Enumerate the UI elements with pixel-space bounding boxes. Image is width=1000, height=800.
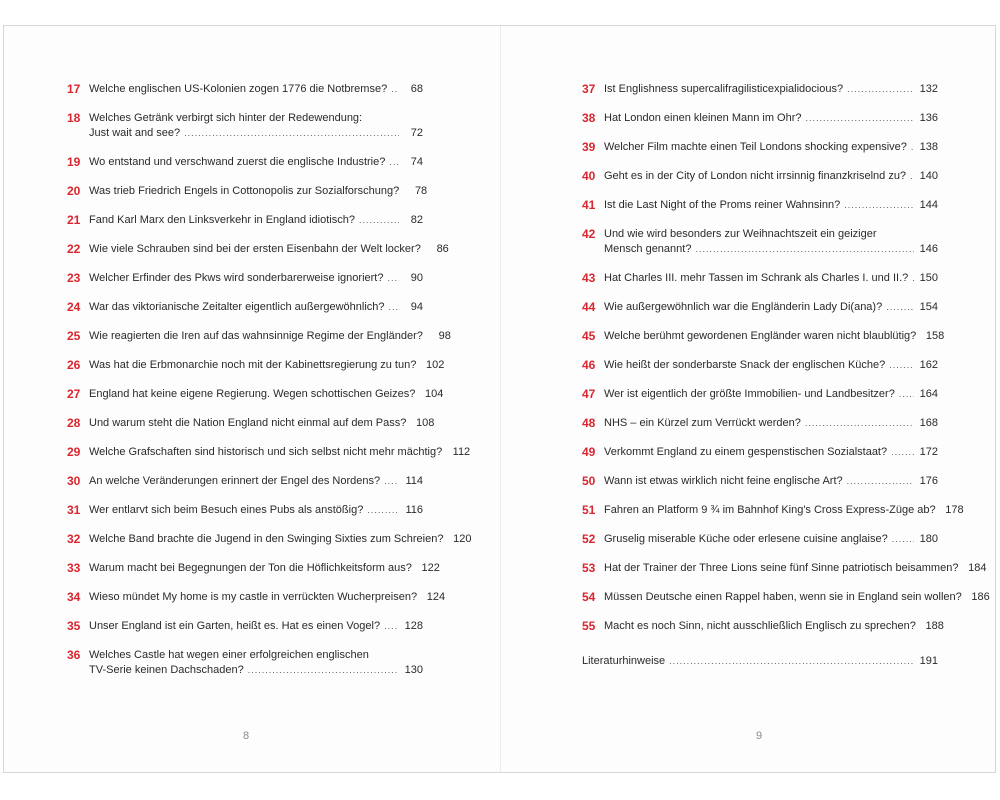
dot-leader [847, 82, 914, 97]
toc-entry[interactable] [67, 358, 445, 373]
toc-entry[interactable] [582, 387, 938, 402]
chapter-title-line: Welcher Erfinder des Pkws wird sonderbarerweise ignoriert? [89, 272, 384, 284]
left-page [67, 26, 472, 772]
chapter-title-line: Unser England ist ein Garten, heißt es. Hat es einen Vogel? [89, 620, 381, 632]
page-reference: 136 [919, 112, 938, 124]
dot-leader [248, 663, 399, 678]
chapter-title-line: Welche Grafschaften sind historisch und sich selbst nicht mehr mächtig? [89, 446, 443, 458]
chapter-title-line: Welche berühmt gewordenen Engländer waren nicht blaublütig? [604, 330, 917, 342]
chapter-number: 46 [582, 358, 596, 372]
page-reference: 102 [425, 359, 445, 371]
dot-leader [805, 416, 914, 431]
chapter-title-line: Müssen Deutsche einen Rappel haben, wenn sie in England sein wollen? [604, 591, 962, 603]
toc-entry[interactable] [67, 561, 440, 576]
right-page [582, 26, 990, 772]
chapter-title-line: Welche englischen US-Kolonien zogen 1776 die Notbremse? [89, 83, 388, 95]
toc-entry[interactable] [582, 140, 938, 155]
toc-entry[interactable] [582, 111, 938, 126]
chapter-title-line: England hat keine eigene Regierung. Wegen schottischen Geizes? [89, 388, 416, 400]
toc-entry[interactable] [67, 474, 423, 489]
dot-leader [359, 213, 399, 228]
chapter-number: 20 [67, 184, 81, 198]
chapter-title-line: Gruselig miserable Küche oder erlesene cuisine anglaise? [604, 533, 888, 545]
page-reference: 128 [404, 620, 423, 632]
chapter-title-line: Wer entlarvt sich beim Besuch eines Pubs als anstößig? [89, 504, 364, 516]
toc-entry[interactable] [67, 532, 472, 547]
chapter-title-line: Welches Castle hat wegen einer erfolgreichen englischen [89, 649, 369, 661]
toc-entry-literature[interactable] [582, 654, 938, 669]
page-reference: 90 [410, 272, 423, 284]
toc-entry[interactable] [582, 169, 938, 184]
chapter-number: 50 [582, 474, 596, 488]
dot-leader [384, 474, 399, 489]
toc-entry[interactable] [67, 242, 449, 257]
toc-entry[interactable] [67, 213, 423, 228]
dot-leader [910, 169, 914, 184]
toc-entry[interactable] [582, 329, 945, 344]
chapter-number: 24 [67, 300, 81, 314]
literature-label: Literaturhinweise [582, 655, 666, 667]
chapter-number: 37 [582, 82, 596, 96]
page-reference: 104 [425, 388, 444, 400]
page-reference: 172 [919, 446, 938, 458]
toc-entry[interactable] [67, 300, 423, 315]
page-reference: 191 [919, 655, 938, 667]
chapter-title-line: Wie reagierten die Iren auf das wahnsinnige Regime der Engländer? [89, 330, 423, 342]
page-reference: 188 [925, 620, 944, 632]
page-reference: 186 [971, 591, 990, 603]
chapter-number: 38 [582, 111, 596, 125]
page-reference: 68 [410, 83, 423, 95]
dot-leader [892, 532, 914, 547]
chapter-number: 35 [67, 619, 81, 633]
chapter-title-line: Wie außergewöhnlich war die Engländerin Lady Di(ana)? [604, 301, 883, 313]
page-reference: 158 [925, 330, 945, 342]
page-reference: 82 [410, 214, 423, 226]
page-reference: 124 [426, 591, 446, 603]
chapter-title-line: An welche Veränderungen erinnert der Engel des Nordens? [89, 475, 381, 487]
dot-leader [184, 126, 399, 141]
chapter-title-line: Mensch genannt? [604, 243, 692, 255]
chapter-number: 53 [582, 561, 596, 575]
chapter-title-line: Was hat die Erbmonarchie noch mit der Kabinettsregierung zu tun? [89, 359, 417, 371]
chapter-title-line: Geht es in der City of London nicht irrsinnig finanzkriselnd zu? [604, 170, 907, 182]
chapter-number: 49 [582, 445, 596, 459]
dot-leader [911, 140, 914, 155]
page-reference: 94 [410, 301, 423, 313]
toc-entry[interactable] [582, 358, 938, 373]
chapter-number: 33 [67, 561, 81, 575]
dot-leader [389, 155, 399, 170]
chapter-title-line: Verkommt England zu einem gespenstischen Sozialstaat? [604, 446, 888, 458]
dot-leader [844, 198, 914, 213]
page-reference: 72 [410, 127, 423, 139]
toc-entry[interactable] [67, 590, 446, 605]
chapter-number: 43 [582, 271, 596, 285]
toc-entry[interactable] [582, 227, 938, 257]
dot-leader [669, 654, 914, 669]
toc-entry[interactable] [67, 111, 423, 141]
toc-entry[interactable] [582, 503, 964, 518]
toc-entry[interactable] [67, 387, 444, 402]
toc-entry[interactable] [582, 416, 938, 431]
chapter-title-line: Just wait and see? [89, 127, 181, 139]
toc-entry[interactable] [582, 300, 938, 315]
toc-entry[interactable] [582, 619, 944, 634]
dot-leader [886, 300, 914, 315]
chapter-number: 40 [582, 169, 596, 183]
dot-leader [387, 271, 399, 286]
chapter-title-line: Wieso mündet My home is my castle in verrückten Wucherpreisen? [89, 591, 418, 603]
chapter-number: 31 [67, 503, 81, 517]
chapter-number: 17 [67, 82, 81, 96]
toc-entry[interactable] [67, 82, 423, 97]
chapter-title-line: Und wie wird besonders zur Weihnachtszeit ein geiziger [604, 228, 877, 240]
page-reference: 130 [404, 664, 423, 676]
chapter-title-line: NHS – ein Kürzel zum Verrückt werden? [604, 417, 801, 429]
chapter-title-line: Wie viele Schrauben sind bei der ersten Eisenbahn der Welt locker? [89, 243, 421, 255]
toc-entry[interactable] [67, 184, 428, 199]
dot-leader [384, 619, 399, 634]
page-number-left: 8 [243, 730, 250, 742]
page-reference: 122 [421, 562, 440, 574]
page-reference: 184 [968, 562, 987, 574]
page-reference: 98 [438, 330, 451, 342]
toc-entry[interactable] [67, 619, 423, 634]
chapter-number: 52 [582, 532, 596, 546]
toc-entry[interactable] [582, 198, 938, 213]
chapter-number: 55 [582, 619, 596, 633]
chapter-title-line: Macht es noch Sinn, nicht ausschließlich Englisch zu sprechen? [604, 620, 916, 632]
chapter-number: 19 [67, 155, 81, 169]
page-reference: 74 [410, 156, 423, 168]
chapter-title-line: Hat der Trainer der Three Lions seine fünf Sinne patriotisch beisammen? [604, 562, 959, 574]
page-reference: 116 [405, 504, 423, 516]
toc-entry[interactable] [582, 532, 938, 547]
chapter-number: 41 [582, 198, 596, 212]
chapter-number: 23 [67, 271, 81, 285]
chapter-number: 21 [67, 213, 81, 227]
book-spread [3, 25, 996, 773]
chapter-title-line: War das viktorianische Zeitalter eigentlich außergewöhnlich? [89, 301, 385, 313]
chapter-number: 36 [67, 648, 81, 662]
chapter-title-line: Ist Englishness supercalifragilisticexpialidocious? [604, 83, 844, 95]
chapter-number: 48 [582, 416, 596, 430]
chapter-number: 45 [582, 329, 596, 343]
page-reference: 178 [945, 504, 964, 516]
dot-leader [891, 445, 914, 460]
page-reference: 120 [453, 533, 472, 545]
page-reference: 146 [919, 243, 938, 255]
chapter-title-line: Wer ist eigentlich der größte Immobilien- und Landbesitzer? [604, 388, 895, 400]
chapter-number: 54 [582, 590, 596, 604]
chapter-number: 39 [582, 140, 596, 154]
page-reference: 162 [919, 359, 938, 371]
chapter-number: 26 [67, 358, 81, 372]
chapter-title-line: Und warum steht die Nation England nicht einmal auf dem Pass? [89, 417, 407, 429]
chapter-title-line: Warum macht bei Begegnungen der Ton die Höflichkeitsform aus? [89, 562, 412, 574]
chapter-number: 34 [67, 590, 81, 604]
dot-leader [889, 358, 914, 373]
page-reference: 168 [919, 417, 938, 429]
chapter-number: 42 [582, 227, 596, 241]
toc-entry[interactable] [67, 445, 471, 460]
dot-leader [695, 242, 914, 257]
page-reference: 78 [414, 185, 428, 197]
chapter-title-line: Wie heißt der sonderbarste Snack der englischen Küche? [604, 359, 886, 371]
chapter-number: 29 [67, 445, 81, 459]
page-reference: 180 [919, 533, 938, 545]
page-number-right: 9 [756, 730, 763, 742]
toc-entry[interactable] [582, 590, 990, 605]
page-reference: 86 [436, 243, 449, 255]
chapter-number: 30 [67, 474, 81, 488]
toc-entry[interactable] [582, 271, 938, 286]
page-reference: 138 [919, 141, 938, 153]
chapter-number: 32 [67, 532, 81, 546]
dot-leader [912, 271, 914, 286]
chapter-number: 28 [67, 416, 81, 430]
dot-leader [367, 503, 399, 518]
page-reference: 154 [919, 301, 938, 313]
chapter-title-line: Welches Getränk verbirgt sich hinter der Redewendung: [89, 112, 363, 124]
chapter-title-line: Wann ist etwas wirklich nicht feine englische Art? [604, 475, 843, 487]
chapter-title-line: Wo entstand und verschwand zuerst die englische Industrie? [89, 156, 386, 168]
chapter-title-line: Welcher Film machte einen Teil Londons shocking expensive? [604, 141, 907, 153]
page-reference: 114 [405, 475, 423, 487]
chapter-number: 18 [67, 111, 81, 125]
dot-leader [806, 111, 914, 126]
chapter-number: 44 [582, 300, 596, 314]
toc-entry[interactable] [582, 445, 938, 460]
chapter-title-line: Ist die Last Night of the Proms reiner Wahnsinn? [604, 199, 841, 211]
toc-entry[interactable] [582, 82, 938, 97]
chapter-number: 25 [67, 329, 81, 343]
chapter-number: 47 [582, 387, 596, 401]
chapter-title-line: Fand Karl Marx den Linksverkehr in England idiotisch? [89, 214, 355, 226]
toc-entry[interactable] [67, 416, 435, 431]
chapter-number: 27 [67, 387, 81, 401]
page-gutter [500, 26, 501, 772]
toc-entry[interactable] [582, 474, 938, 489]
dot-leader [899, 387, 914, 402]
page-reference: 150 [919, 272, 938, 284]
toc-entry[interactable] [67, 271, 423, 286]
page-reference: 144 [919, 199, 938, 211]
dot-leader [391, 82, 399, 97]
toc-entry[interactable] [67, 503, 423, 518]
chapter-title-line: Hat London einen kleinen Mann im Ohr? [604, 112, 802, 124]
page-reference: 164 [919, 388, 938, 400]
page-reference: 132 [919, 83, 938, 95]
page-reference: 140 [919, 170, 938, 182]
toc-entry[interactable] [67, 648, 423, 678]
chapter-title-line: TV-Serie keinen Dachschaden? [89, 664, 244, 676]
chapter-title-line: Was trieb Friedrich Engels in Cottonopolis zur Sozialforschung? [89, 185, 400, 197]
dot-leader [389, 300, 399, 315]
dot-leader [847, 474, 914, 489]
toc-entry[interactable] [67, 329, 451, 344]
page-reference: 108 [415, 417, 435, 429]
chapter-number: 22 [67, 242, 81, 256]
toc-entry[interactable] [67, 155, 423, 170]
chapter-title-line: Welche Band brachte die Jugend in den Swinging Sixties zum Schreien? [89, 533, 444, 545]
toc-entry[interactable] [582, 561, 987, 576]
page-reference: 176 [919, 475, 938, 487]
chapter-title-line: Fahren an Platform 9 ¾ im Bahnhof King's Cross Express-Züge ab? [604, 504, 936, 516]
page-reference: 112 [452, 446, 471, 458]
chapter-title-line: Hat Charles III. mehr Tassen im Schrank als Charles I. und II.? [604, 272, 909, 284]
chapter-number: 51 [582, 503, 596, 517]
